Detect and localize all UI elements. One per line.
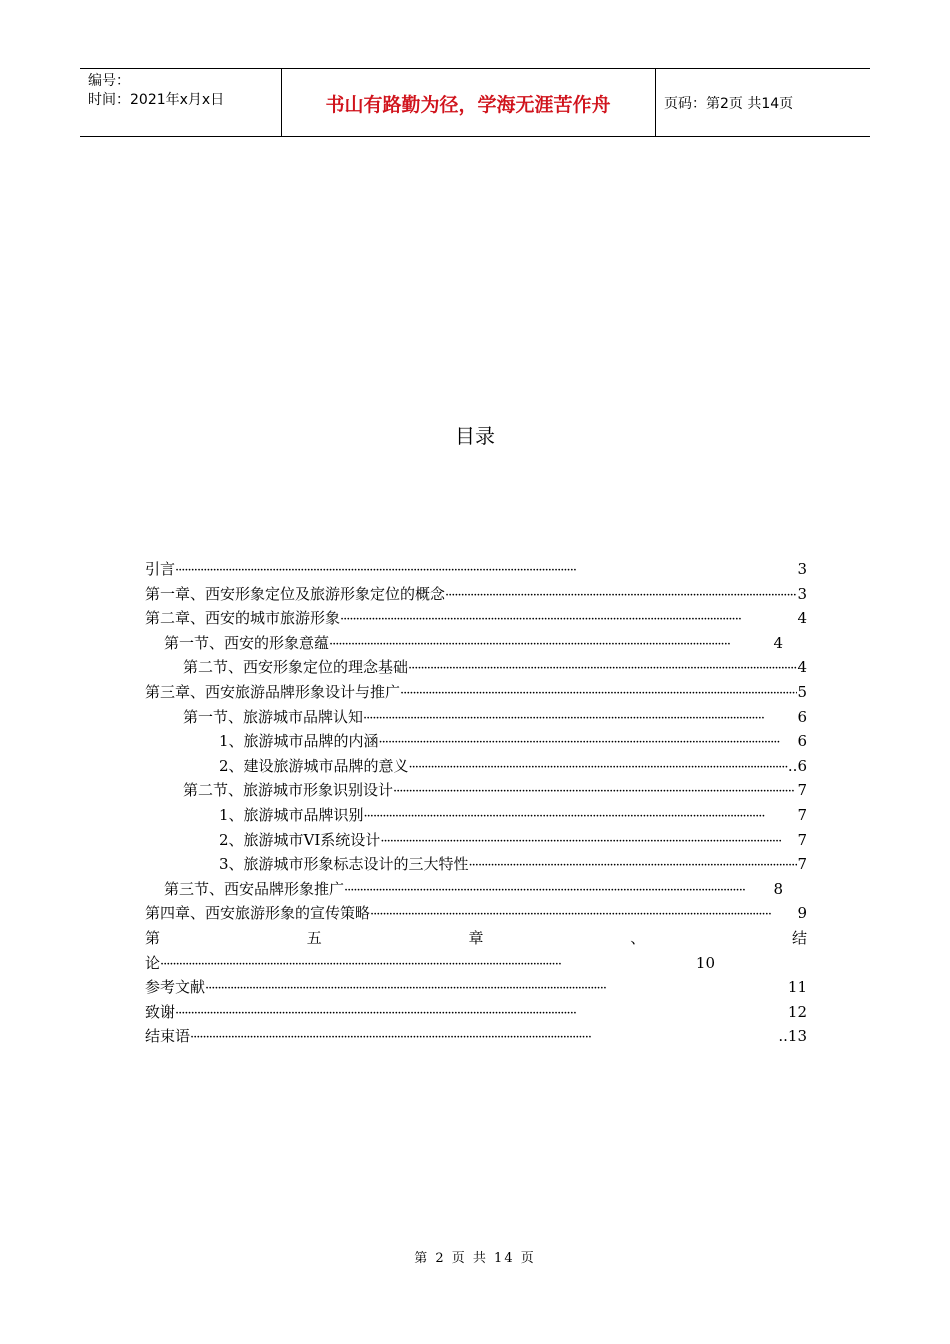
toc-entry-char: 五 — [306, 928, 322, 947]
toc-entry[interactable] — [145, 583, 807, 608]
toc-entry-page: ..6 — [787, 756, 807, 775]
toc-entry[interactable] — [145, 853, 807, 878]
toc-leader — [469, 858, 798, 873]
toc-entry-text: 参考文献 — [145, 978, 206, 997]
toc-entry-page: 12 — [787, 1002, 807, 1021]
toc-entry-page: 7 — [797, 805, 807, 824]
toc-entry-page: 6 — [797, 707, 807, 726]
toc-entry[interactable] — [145, 730, 807, 755]
toc-leader — [190, 1030, 778, 1045]
toc-entry-text: 第一节、旅游城市品牌认知 — [183, 707, 364, 726]
toc-entry-page: 4 — [797, 658, 807, 677]
toc-entry[interactable] — [145, 656, 807, 681]
toc-entry-text: 第四章、西安旅游形象的宣传策略 — [145, 904, 371, 923]
toc-entry-text: 3、旅游城市形象标志设计的三大特性 — [219, 855, 469, 874]
toc-leader — [363, 711, 797, 726]
toc-entry-text: 1、旅游城市品牌识别 — [219, 805, 364, 824]
toc-entry-text: 第一章、西安形象定位及旅游形象定位的概念 — [145, 584, 446, 603]
toc-entry[interactable] — [145, 755, 807, 780]
toc-entry-text: 第二章、西安的城市旅游形象 — [145, 609, 341, 628]
table-of-contents — [145, 558, 807, 1050]
toc-entry-page: 11 — [787, 978, 807, 997]
toc-entry-text: 论 — [145, 953, 161, 972]
document-number-label: 编号： — [88, 73, 130, 89]
toc-entry[interactable] — [145, 632, 807, 657]
toc-entry-text: 2、建设旅游城市品牌的意义 — [219, 756, 409, 775]
toc-entry-page: 3 — [797, 560, 807, 578]
toc-leader — [370, 907, 797, 922]
toc-leader — [379, 735, 798, 750]
toc-entry-justified[interactable] — [145, 927, 807, 952]
toc-entry-char: 结 — [791, 928, 807, 947]
toc-entry-page: 5 — [797, 682, 807, 701]
toc-leader — [408, 661, 797, 676]
toc-entry-page: 8 — [773, 879, 783, 898]
toc-entry[interactable] — [145, 878, 807, 903]
toc-leader — [400, 686, 797, 701]
toc-leader — [364, 809, 798, 824]
toc-leader — [205, 981, 788, 996]
toc-leader — [175, 1006, 788, 1021]
header-page-info: 页码：第2页 共14页 — [664, 96, 794, 112]
toc-entry-page: 7 — [797, 830, 807, 849]
document-time-label: 时间：2021年x月x日 — [88, 92, 225, 108]
toc-leader — [175, 563, 797, 578]
toc-entry[interactable] — [145, 1025, 807, 1050]
toc-entry-page: 7 — [797, 855, 807, 874]
toc-entry-char: 章 — [468, 928, 484, 947]
toc-entry[interactable] — [145, 804, 807, 829]
toc-leader — [445, 588, 797, 603]
toc-entry[interactable] — [145, 558, 807, 583]
header-meta — [88, 72, 224, 110]
toc-leader — [344, 883, 773, 898]
page-footer: 第 2 页 共 14 页 — [414, 1251, 536, 1266]
toc-leader — [409, 760, 788, 775]
toc-leader — [340, 612, 797, 627]
toc-entry-text: 引言 — [145, 560, 176, 578]
toc-entry-text: 第一节、西安的形象意蕴 — [164, 633, 330, 652]
toc-entry-page: ..13 — [778, 1027, 807, 1046]
toc-entry-char: 第 — [145, 928, 161, 947]
toc-leader — [380, 834, 797, 849]
toc-entry-page: 4 — [773, 633, 783, 652]
toc-entry-text: 致谢 — [145, 1002, 176, 1021]
toc-entry-page: 9 — [797, 904, 807, 923]
toc-entry-text: 1、旅游城市品牌的内涵 — [219, 732, 379, 751]
header-divider-right — [655, 68, 656, 136]
toc-entry[interactable] — [145, 1001, 807, 1026]
toc-entry[interactable] — [145, 829, 807, 854]
toc-entry-page: 10 — [695, 953, 715, 972]
toc-entry[interactable] — [145, 681, 807, 706]
toc-entry-text: 结束语 — [145, 1027, 191, 1046]
toc-entry[interactable] — [145, 902, 807, 927]
toc-entry-text: 第三章、西安旅游品牌形象设计与推广 — [145, 682, 401, 701]
header-bottom-rule — [80, 136, 870, 137]
toc-leader — [160, 957, 696, 972]
toc-entry-page: 4 — [797, 609, 807, 628]
toc-leader — [329, 637, 773, 652]
toc-leader — [393, 784, 797, 799]
toc-entry[interactable] — [145, 607, 807, 632]
header-motto: 书山有路勤为径，学海无涯苦作舟 — [325, 94, 611, 116]
toc-entry[interactable] — [145, 779, 807, 804]
toc-entry[interactable] — [145, 976, 807, 1001]
toc-entry[interactable] — [145, 706, 807, 731]
toc-entry-text: 第二节、旅游城市形象识别设计 — [183, 781, 394, 800]
toc-entry-text: 第二节、西安形象定位的理念基础 — [183, 658, 409, 677]
toc-entry-text: 第三节、西安品牌形象推广 — [164, 879, 345, 898]
toc-entry-page: 3 — [797, 584, 807, 603]
toc-entry-page: 6 — [797, 732, 807, 751]
toc-entry-text: 2、旅游城市VI系统设计 — [219, 830, 381, 849]
header-top-rule — [80, 68, 870, 69]
toc-entry-char: 、 — [630, 928, 646, 947]
toc-title: 目录 — [455, 424, 495, 448]
toc-entry[interactable] — [145, 952, 807, 977]
toc-entry-page: 7 — [797, 781, 807, 800]
